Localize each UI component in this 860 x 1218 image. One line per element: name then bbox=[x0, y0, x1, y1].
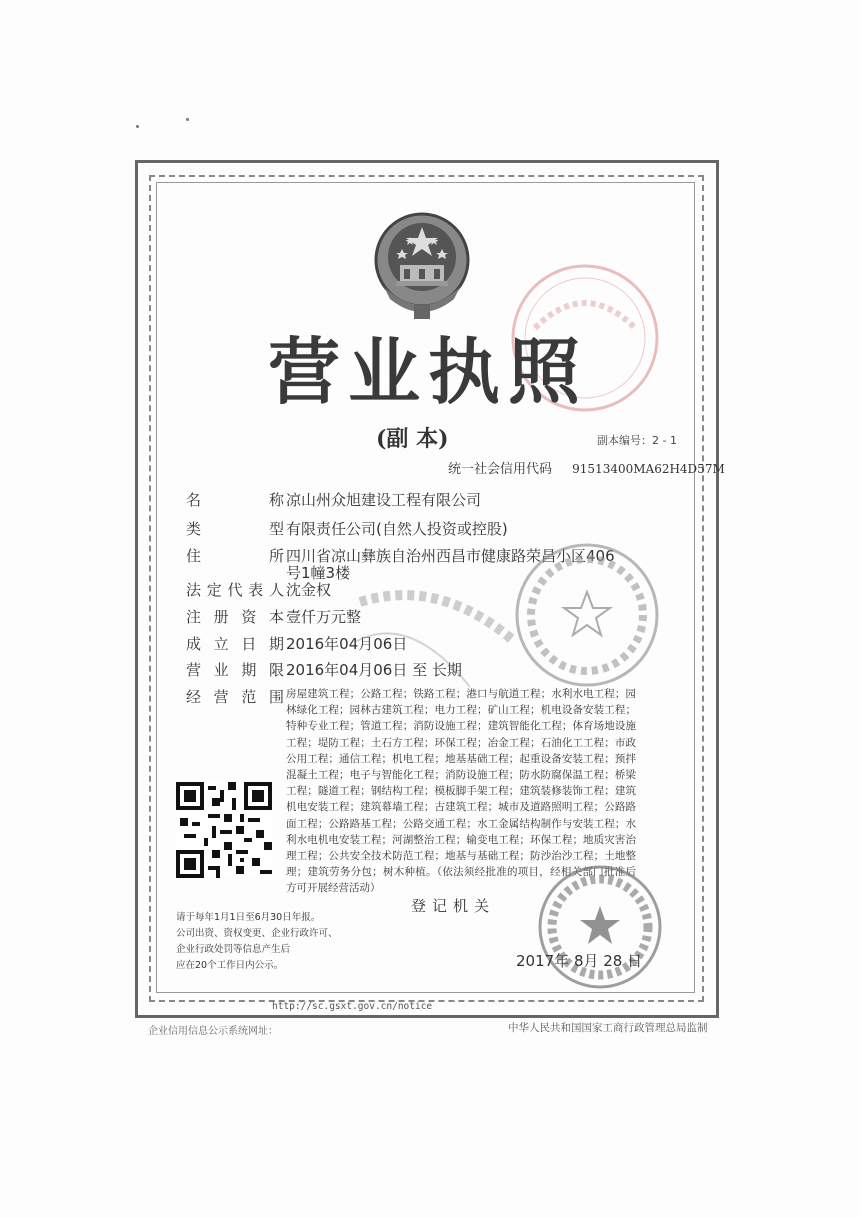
field-row-address bbox=[186, 545, 615, 582]
document-title: 营业执照 bbox=[267, 329, 588, 414]
field-label: 成立日期 bbox=[186, 635, 284, 653]
field-row-scope bbox=[186, 686, 284, 707]
credit-code-label: 统一社会信用代码 bbox=[448, 462, 553, 477]
scan-speck bbox=[186, 118, 189, 121]
field-value-address-line2: 号1幢3楼 bbox=[286, 564, 351, 582]
field-value-company-type: 有限责任公司(自然人投资或控股) bbox=[286, 520, 508, 538]
notice-line: 公司出资、资权变更、企业行政许可、 bbox=[176, 928, 338, 939]
field-label: 法定代表人 bbox=[186, 581, 284, 599]
field-value-capital: 壹仟万元整 bbox=[286, 608, 362, 626]
field-row-term bbox=[186, 659, 462, 680]
field-label: 注册资本 bbox=[186, 608, 284, 626]
field-label: 住 所 bbox=[186, 547, 284, 565]
field-row-established bbox=[186, 633, 408, 654]
field-value-term: 2016年04月06日 至 长期 bbox=[286, 661, 462, 679]
credit-code-row bbox=[448, 458, 725, 477]
notice-line: 请于每年1月1日至6月30日年报。 bbox=[176, 912, 321, 923]
authority-seal bbox=[535, 862, 665, 992]
copy-number: 副本编号：2 - 1 bbox=[597, 434, 677, 447]
footer-issuer: 中华人民共和国国家工商行政管理总局监制 bbox=[508, 1022, 708, 1034]
field-label: 营业期限 bbox=[186, 661, 284, 679]
field-row-name bbox=[186, 489, 482, 510]
field-row-capital bbox=[186, 606, 362, 627]
credit-code-value: 91513400MA62H4D57M bbox=[572, 462, 725, 476]
field-value-legal-rep: 沈金权 bbox=[286, 581, 332, 599]
registration-authority-label: 登记机关 bbox=[411, 897, 496, 915]
registration-date: 2017年 8月 28 日 bbox=[516, 952, 643, 970]
business-scope-text: 房屋建筑工程；公路工程；铁路工程；港口与航道工程；水利水电工程；园林绿化工程；园林古建筑工程；电力工程；矿山工程；机电设备安装工程；特种专业工程；管道工程；消防设施工程；建筑智能化工程；体育场地设施工程；堤防工程；土石方工程；环保工程；冶金工程；石油化工工程；市政公用工程；通信工程；机电工程；地基基础工程；起重设备安装工程；预拌混凝土工程；电子与智能化工程；消防设施工程；防水防腐保温工程；桥梁工程；隧道工程；钢结构工程；模板脚手架工程；建筑装修装饰工程；建筑机电安装工程；建筑幕墙工程；古建筑工程；城市及道路照明工程；公路路面工程；公路路基工程；公路交通工程；水工金属结构制作与安装工程；水利水电机电安装工程；河湖整治工程；输变电工程；环保工程；地质灾害治理工程；公共安全技术防范工程；地基与基础工程；防沙治沙工程；土地整理；建筑劳务分包；树木种植。（依法须经批准的项目，经相关部门批准后方可开展经营活动） bbox=[286, 688, 636, 895]
field-label: 经营范围 bbox=[186, 688, 284, 706]
document-subtitle: (副 本) bbox=[376, 426, 449, 452]
qr-code[interactable] bbox=[176, 782, 272, 878]
field-row-type bbox=[186, 518, 508, 539]
national-emblem-icon bbox=[372, 205, 472, 323]
field-value-company-name: 凉山州众旭建设工程有限公司 bbox=[286, 491, 482, 509]
field-value-address: 四川省凉山彝族自治州西昌市健康路荣昌小区406 bbox=[286, 547, 615, 565]
field-label: 名 称 bbox=[186, 491, 284, 509]
notice-line: 企业行政处罚等信息产生后 bbox=[176, 944, 291, 955]
annual-report-notice bbox=[176, 910, 338, 974]
footer-system-label: 企业信用信息公示系统网址： bbox=[148, 1026, 278, 1037]
scan-speck bbox=[136, 125, 139, 128]
field-row-legal-rep bbox=[186, 579, 332, 600]
field-label: 类 型 bbox=[186, 520, 284, 538]
notice-line: 应在20个工作日内公示。 bbox=[176, 960, 284, 971]
overlap-stamp-mark bbox=[350, 582, 520, 692]
public-notice-url[interactable]: http://sc.gsxt.gov.cn/notice bbox=[272, 1001, 433, 1012]
field-value-established: 2016年04月06日 bbox=[286, 635, 408, 653]
company-seal bbox=[512, 540, 662, 690]
